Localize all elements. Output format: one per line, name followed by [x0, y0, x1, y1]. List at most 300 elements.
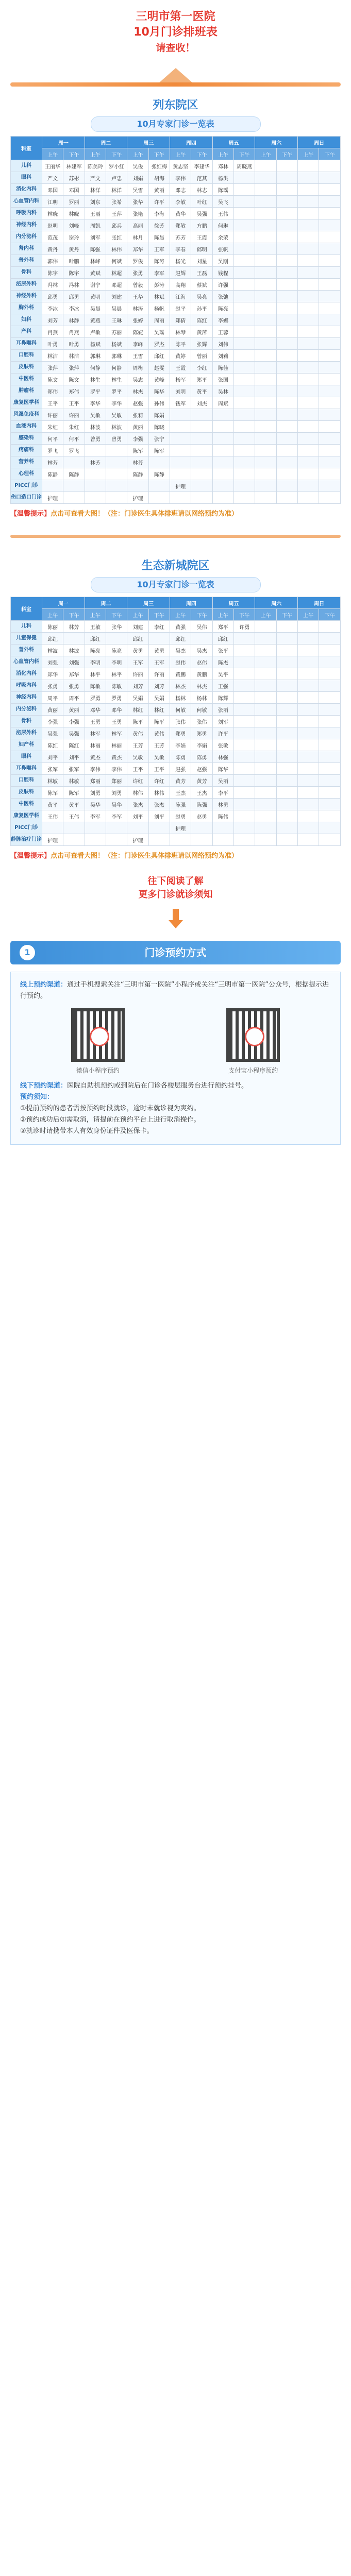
doctor-cell: 陈伟 [212, 810, 233, 822]
doctor-cell: 郭琳 [106, 350, 127, 362]
doctor-cell [255, 480, 276, 492]
doctor-cell [319, 645, 341, 656]
doctor-cell [298, 362, 319, 374]
doctor-cell: 陈晨 [148, 231, 170, 243]
doctor-cell [298, 834, 319, 846]
doctor-cell [234, 267, 255, 279]
doctor-cell: 黄鹏 [191, 668, 212, 680]
doctor-cell [298, 645, 319, 656]
doctor-cell: 陈静 [127, 468, 148, 480]
doctor-cell: 罗飞 [42, 445, 63, 456]
doctor-cell: 林敏 [42, 775, 63, 787]
doctor-cell [276, 775, 297, 787]
doctor-cell [276, 668, 297, 680]
doctor-cell: 林敏 [63, 775, 85, 787]
doctor-cell: 郑华 [127, 243, 148, 255]
doctor-cell [170, 421, 191, 433]
alipay-qr[interactable] [224, 1008, 282, 1076]
hospital-name: 三明市第一医院 [136, 10, 215, 23]
doctor-cell [276, 692, 297, 704]
doctor-cell [148, 633, 170, 645]
doctor-cell: 吴飞 [212, 196, 233, 208]
doctor-cell: 黄伟 [148, 727, 170, 739]
col-header-day: 周日 [298, 137, 341, 148]
doctor-cell [191, 480, 212, 492]
doctor-cell: 王华 [127, 291, 148, 302]
doctor-cell: 陈涛 [148, 255, 170, 267]
doctor-cell [276, 160, 297, 172]
doctor-cell [255, 291, 276, 302]
doctor-cell: 陈佳 [212, 362, 233, 374]
section1-subtitle: 10月专家门诊一览表 [91, 116, 261, 132]
doctor-cell [234, 633, 255, 645]
doctor-cell: 何斌 [106, 255, 127, 267]
dept-cell: 内分泌科 [11, 231, 42, 243]
doctor-cell [234, 716, 255, 727]
doctor-cell: 林晓 [63, 208, 85, 219]
doctor-cell [234, 196, 255, 208]
doctor-cell: 曾勇 [106, 433, 127, 445]
doctor-cell: 张勇 [42, 680, 63, 692]
doctor-cell: 何敏 [170, 704, 191, 716]
doctor-cell: 赵勇 [191, 810, 212, 822]
doctor-cell [298, 374, 319, 385]
dept-cell: 耳鼻喉科 [11, 763, 42, 775]
doctor-cell [276, 184, 297, 196]
doctor-cell: 黄平 [63, 799, 85, 810]
doctor-cell: 林芳 [42, 456, 63, 468]
doctor-cell [170, 468, 191, 480]
doctor-cell: 赵强 [170, 763, 191, 775]
doctor-cell: 邓林 [212, 160, 233, 172]
doctor-cell [319, 716, 341, 727]
doctor-cell [191, 822, 212, 834]
doctor-cell: 林军 [106, 727, 127, 739]
note-text: 点击可查看大图！（注：门诊医生具体排班请以网络预约为准） [51, 510, 239, 518]
doctor-cell: 护理 [170, 822, 191, 834]
doctor-cell: 黄斌 [85, 267, 106, 279]
doctor-cell: 李明 [106, 656, 127, 668]
doctor-cell [234, 727, 255, 739]
alipay-qr-code-icon[interactable] [226, 1008, 280, 1062]
dept-cell: 康复医学科 [11, 397, 42, 409]
doctor-cell: 邓华 [85, 704, 106, 716]
doctor-cell: 陈勇 [191, 751, 212, 763]
doctor-cell [255, 219, 276, 231]
doctor-cell [319, 231, 341, 243]
doctor-cell [276, 492, 297, 504]
doctor-cell: 谢宁 [85, 279, 106, 291]
table-row [11, 231, 341, 243]
doctor-cell: 杨军 [170, 374, 191, 385]
doctor-cell [63, 633, 85, 645]
dept-cell: 眼科 [11, 172, 42, 184]
doctor-cell [234, 409, 255, 421]
doctor-cell [319, 621, 341, 633]
doctor-cell [85, 445, 106, 456]
doctor-cell: 吴刚 [212, 255, 233, 267]
doctor-cell [255, 445, 276, 456]
doctor-cell [319, 279, 341, 291]
doctor-cell: 林杰 [127, 385, 148, 397]
doctor-cell: 赵强 [191, 763, 212, 775]
doctor-cell [298, 338, 319, 350]
doctor-cell: 张伟 [170, 716, 191, 727]
doctor-cell: 蔡斌 [191, 279, 212, 291]
doctor-cell: 张希 [106, 196, 127, 208]
col-header-day: 周日 [298, 597, 341, 609]
tip-1: ①提前预约的患者需按预约时段就诊，逾时未就诊视为爽约。 [20, 1105, 200, 1112]
col-header-day: 周二 [85, 597, 127, 609]
doctor-cell: 谢玲 [63, 231, 85, 243]
doctor-cell: 刘强 [63, 656, 85, 668]
doctor-cell [276, 704, 297, 716]
doctor-cell: 刘平 [42, 751, 63, 763]
doctor-cell: 张勇 [127, 267, 148, 279]
doctor-cell: 林涛 [127, 302, 148, 314]
doctor-cell: 吴雪 [127, 184, 148, 196]
doctor-cell: 王萍 [106, 208, 127, 219]
doctor-cell: 曾毅 [127, 279, 148, 291]
doctor-cell: 陈宇 [63, 267, 85, 279]
table-row [11, 421, 341, 433]
table-row [11, 751, 341, 763]
doctor-cell: 邱明 [191, 243, 212, 255]
doctor-cell [85, 822, 106, 834]
doctor-cell: 王军 [127, 656, 148, 668]
doctor-cell [298, 291, 319, 302]
col-header-dept: 科室 [11, 137, 42, 160]
doctor-cell: 王勇 [106, 716, 127, 727]
wechat-qr[interactable] [69, 1008, 127, 1076]
schedule-table-shengtai[interactable] [10, 597, 341, 846]
dept-cell: 肿瘤科 [11, 385, 42, 397]
doctor-cell [234, 302, 255, 314]
table-row [11, 763, 341, 775]
offline-booking-text [20, 1080, 331, 1092]
doctor-cell [276, 219, 297, 231]
doctor-cell [234, 397, 255, 409]
doctor-cell: 杨光 [170, 255, 191, 267]
doctor-cell: 许丽 [63, 409, 85, 421]
doctor-cell: 刘杰 [191, 397, 212, 409]
doctor-cell [255, 350, 276, 362]
doctor-cell [255, 763, 276, 775]
doctor-cell [148, 834, 170, 846]
doctor-cell: 张军 [42, 763, 63, 775]
doctor-cell: 赵辉 [170, 267, 191, 279]
doctor-cell [319, 445, 341, 456]
doctor-cell: 郑勇 [191, 727, 212, 739]
doctor-cell: 陈辉 [212, 692, 233, 704]
table-row [11, 397, 341, 409]
doctor-cell: 陈平 [148, 716, 170, 727]
col-header-day: 周一 [42, 597, 85, 609]
arrow-down-icon [169, 909, 183, 929]
doctor-cell: 杨斌 [106, 338, 127, 350]
doctor-cell [234, 668, 255, 680]
doctor-cell: 许强 [212, 279, 233, 291]
doctor-cell: 吴华 [106, 799, 127, 810]
doctor-cell: 赵勇 [170, 810, 191, 822]
doctor-cell: 张红梅 [148, 160, 170, 172]
doctor-cell: 罗平 [106, 385, 127, 397]
doctor-cell [319, 291, 341, 302]
doctor-cell: 刘娟 [127, 172, 148, 184]
table-row [11, 834, 341, 846]
doctor-cell: 张红 [106, 231, 127, 243]
doctor-cell [319, 727, 341, 739]
doctor-cell [234, 680, 255, 692]
doctor-cell: 何静 [85, 362, 106, 374]
doctor-cell: 张平 [212, 645, 233, 656]
doctor-cell [127, 822, 148, 834]
doctor-cell [191, 834, 212, 846]
doctor-cell [319, 326, 341, 338]
doctor-cell: 护理 [170, 480, 191, 492]
doctor-cell [85, 492, 106, 504]
doctor-cell [298, 314, 319, 326]
doctor-cell [212, 480, 233, 492]
doctor-cell: 李峰 [127, 338, 148, 350]
col-header-day: 周四 [170, 597, 213, 609]
doctor-cell [212, 433, 233, 445]
doctor-cell: 吴晨 [85, 302, 106, 314]
doctor-cell: 孙平 [191, 302, 212, 314]
table-row [11, 716, 341, 727]
doctor-cell: 刘星 [191, 255, 212, 267]
doctor-cell: 吴强 [63, 727, 85, 739]
doctor-cell: 邱红 [127, 633, 148, 645]
col-header-day: 周三 [127, 597, 170, 609]
doctor-cell: 李明 [85, 656, 106, 668]
doctor-cell: 张杰 [127, 799, 148, 810]
doctor-cell [276, 763, 297, 775]
doctor-cell: 吴亮 [191, 291, 212, 302]
doctor-cell [319, 397, 341, 409]
doctor-cell: 黄丽 [63, 704, 85, 716]
doctor-cell: 李强 [42, 716, 63, 727]
footer-space [0, 1145, 351, 1176]
doctor-cell: 陈平 [170, 338, 191, 350]
doctor-cell [255, 409, 276, 421]
tips-title: 预约须知： [20, 1093, 54, 1101]
doctor-cell [276, 727, 297, 739]
table-row [11, 243, 341, 255]
table-row [11, 822, 341, 834]
col-subheader-period: 上午 [212, 609, 233, 621]
doctor-cell: 吴杰 [170, 645, 191, 656]
doctor-cell [255, 196, 276, 208]
doctor-cell [298, 716, 319, 727]
doctor-cell [319, 492, 341, 504]
doctor-cell [276, 196, 297, 208]
doctor-cell [234, 810, 255, 822]
doctor-cell: 张杰 [148, 799, 170, 810]
doctor-cell [255, 680, 276, 692]
doctor-cell: 刘东 [85, 196, 106, 208]
doctor-cell: 陈强 [170, 799, 191, 810]
col-subheader-period: 下午 [234, 148, 255, 160]
doctor-cell: 刘芳 [148, 680, 170, 692]
doctor-cell [212, 409, 233, 421]
doctor-cell: 陈华 [148, 385, 170, 397]
doctor-cell: 许丽 [127, 668, 148, 680]
doctor-cell: 何静 [106, 362, 127, 374]
doctor-cell [276, 291, 297, 302]
dept-cell: 妇科 [11, 314, 42, 326]
doctor-cell: 李军 [148, 267, 170, 279]
doctor-cell [276, 374, 297, 385]
dept-cell: 儿科 [11, 160, 42, 172]
doctor-cell [234, 468, 255, 480]
doctor-cell: 黄勇 [148, 645, 170, 656]
dept-cell: 静脉治疗门诊 [11, 834, 42, 846]
doctor-cell: 郭伟 [42, 255, 63, 267]
doctor-cell: 林洋 [85, 184, 106, 196]
doctor-cell: 王伟 [63, 810, 85, 822]
section-divider [10, 535, 341, 538]
doctor-cell: 赵明 [42, 219, 63, 231]
table-row [11, 338, 341, 350]
doctor-cell [319, 751, 341, 763]
doctor-cell: 林峰 [85, 255, 106, 267]
table-row [11, 196, 341, 208]
doctor-cell: 林志 [191, 184, 212, 196]
doctor-cell [234, 445, 255, 456]
dept-cell: 皮肤科 [11, 362, 42, 374]
doctor-cell [212, 822, 233, 834]
doctor-cell: 林洋 [106, 184, 127, 196]
dept-cell: 感染科 [11, 433, 42, 445]
doctor-cell [298, 480, 319, 492]
doctor-cell: 黄勇 [127, 645, 148, 656]
dept-cell: PICC门诊 [11, 480, 42, 492]
doctor-cell: 林生 [106, 374, 127, 385]
doctor-cell [298, 385, 319, 397]
doctor-cell: 李建华 [191, 160, 212, 172]
doctor-cell: 胡海 [148, 172, 170, 184]
doctor-cell [170, 492, 191, 504]
doctor-cell [298, 656, 319, 668]
doctor-cell [298, 739, 319, 751]
col-subheader-period: 上午 [42, 148, 63, 160]
table-row [11, 385, 341, 397]
note-lead: 【温馨提示】 [10, 852, 51, 860]
col-header-day: 周二 [85, 137, 127, 148]
doctor-cell: 王军 [148, 243, 170, 255]
doctor-cell: 杨斌 [85, 338, 106, 350]
table-row [11, 267, 341, 279]
doctor-cell: 林丽 [106, 739, 127, 751]
doctor-cell: 护理 [42, 834, 63, 846]
online-booking-lead: 线上预约渠道： [20, 981, 68, 989]
doctor-cell [106, 468, 127, 480]
doctor-cell: 苏丽 [106, 326, 127, 338]
schedule-table-lidong[interactable] [10, 136, 341, 504]
doctor-cell [298, 456, 319, 468]
doctor-cell: 林超 [106, 267, 127, 279]
doctor-cell: 赵伟 [170, 656, 191, 668]
dept-cell: 中医科 [11, 374, 42, 385]
doctor-cell [106, 445, 127, 456]
doctor-cell [319, 267, 341, 279]
doctor-cell: 许平 [148, 196, 170, 208]
dept-cell: 口腔科 [11, 350, 42, 362]
doctor-cell: 许红 [127, 775, 148, 787]
doctor-cell [276, 172, 297, 184]
doctor-cell [234, 645, 255, 656]
dept-cell: 康复医学科 [11, 810, 42, 822]
doctor-cell: 邱红 [148, 350, 170, 362]
dept-cell: 心血管内科 [11, 656, 42, 668]
doctor-cell [255, 468, 276, 480]
doctor-cell: 严文 [85, 172, 106, 184]
doctor-cell: 陈敏 [85, 680, 106, 692]
col-header-day: 周六 [255, 137, 298, 148]
doctor-cell [63, 834, 85, 846]
doctor-cell: 冯林 [42, 279, 63, 291]
doctor-cell [276, 456, 297, 468]
doctor-cell: 林斌 [148, 291, 170, 302]
doctor-cell [298, 184, 319, 196]
doctor-cell: 陈华 [212, 763, 233, 775]
doctor-cell: 王磊 [191, 267, 212, 279]
doctor-cell [63, 822, 85, 834]
col-subheader-period: 上午 [255, 148, 276, 160]
offline-booking-lead: 线下预约渠道： [20, 1082, 68, 1090]
page-header [0, 0, 351, 93]
col-subheader-period: 上午 [212, 148, 233, 160]
doctor-cell: 王平 [127, 763, 148, 775]
tip-3: ③就诊时请携带本人有效身份证件及医保卡。 [20, 1127, 154, 1135]
col-subheader-period: 下午 [276, 148, 297, 160]
col-subheader-period: 上午 [85, 148, 106, 160]
doctor-cell: 张华 [127, 196, 148, 208]
doctor-cell: 郑伟 [42, 385, 63, 397]
doctor-cell [255, 160, 276, 172]
doctor-cell [170, 433, 191, 445]
doctor-cell [106, 822, 127, 834]
schedule-title: 10月门诊排班表 [133, 26, 218, 39]
table-row [11, 692, 341, 704]
doctor-cell: 陈敏 [106, 680, 127, 692]
doctor-cell: 徐芳 [148, 219, 170, 231]
offline-booking-desc: 医院自助机预约或到院后在门诊各楼层服务台进行预约挂号。 [67, 1082, 248, 1090]
doctor-cell: 郑敏 [170, 219, 191, 231]
doctor-cell: 林琴 [170, 326, 191, 338]
doctor-cell: 黄芳 [170, 775, 191, 787]
doctor-cell: 吴娟 [148, 692, 170, 704]
doctor-cell: 李军 [85, 810, 106, 822]
doctor-cell: 何琳 [212, 219, 233, 231]
doctor-cell: 李娟 [170, 739, 191, 751]
doctor-cell: 郑平 [191, 374, 212, 385]
doctor-cell [319, 255, 341, 267]
dept-cell: 心血管内科 [11, 196, 42, 208]
doctor-cell: 吴强 [42, 727, 63, 739]
doctor-cell [298, 397, 319, 409]
doctor-cell: 陈亮 [106, 645, 127, 656]
table-row [11, 279, 341, 291]
wechat-qr-code-icon[interactable] [71, 1008, 125, 1062]
col-subheader-period: 下午 [319, 609, 341, 621]
doctor-cell: 赵雯 [148, 362, 170, 374]
online-booking-text [20, 979, 331, 1002]
doctor-cell: 许红 [148, 775, 170, 787]
doctor-cell [319, 362, 341, 374]
doctor-cell [212, 834, 233, 846]
